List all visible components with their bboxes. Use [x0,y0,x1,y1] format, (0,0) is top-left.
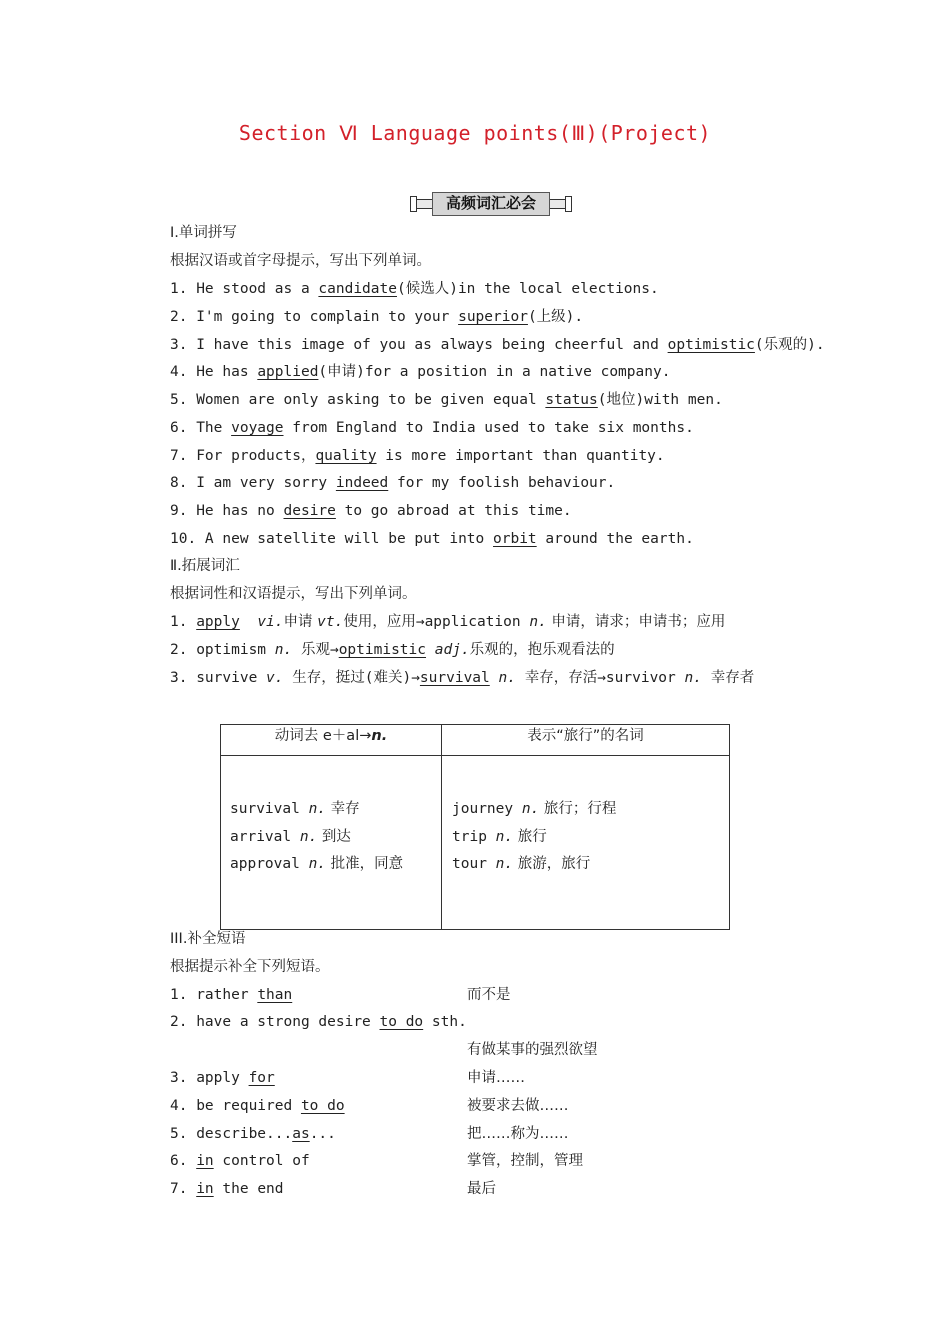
answer: applied [257,364,319,380]
part1-item: 9. He has no desire to go abroad at this time. [170,503,572,519]
vocab-table [220,724,730,930]
answer: to do [300,1098,345,1114]
table-row: approval n. 批准，同意 [230,856,404,872]
part1-item: 2. I'm going to complain to your superior(上级). [170,309,584,325]
answer: superior [458,309,528,325]
part3-item: 7. in the end [170,1181,284,1197]
answer: as [292,1126,310,1142]
part3-meaning: 被要求去做…… [467,1098,569,1114]
answer: voyage [231,420,284,436]
table-row: tour n. 旅游，旅行 [452,856,591,872]
part3-meaning: 最后 [467,1181,496,1197]
part1-item: 6. The voyage from England to India used to take six months. [170,420,694,436]
part1-item: 8. I am very sorry indeed for my foolish behaviour. [170,475,616,491]
answer: to do [379,1014,424,1030]
part1-item: 3. I have this image of you as always being cheerful and optimistic(乐观的). [170,337,825,353]
section-banner [410,192,572,214]
part2-heading: Ⅱ.拓展词汇 [170,558,240,574]
answer: for [248,1070,275,1086]
part3-item: 5. describe...as... [170,1126,336,1142]
part1-item: 1. He stood as a candidate(候选人)in the local elections. [170,281,659,297]
part2-instruction: 根据词性和汉语提示，写出下列单词。 [170,586,417,602]
answer: optimistic [667,337,755,353]
table-row: trip n. 旅行 [452,829,547,845]
table-row: journey n. 旅行；行程 [452,801,617,817]
page-title: Section Ⅵ Language points(Ⅲ)(Project) [238,121,712,145]
banner-cap-left [410,196,417,212]
part3-item: 2. have a strong desire to do sth. [170,1014,467,1030]
answer: than [257,987,293,1003]
part3-item: 3. apply for [170,1070,275,1086]
table-header-right: 表示“旅行”的名词 [442,725,730,756]
answer: quality [315,448,377,464]
part1-item: 10. A new satellite will be put into orbit around the earth. [170,531,694,547]
answer: candidate [318,281,397,297]
answer: orbit [493,531,537,547]
part1-item: 4. He has applied(申请)for a position in a native company. [170,364,671,380]
part3-meaning: 申请…… [467,1070,525,1086]
part2-item: 3. survive v. 生存，挺过(难关)→survival n. 幸存，存活→survivor n. 幸存者 [170,670,755,686]
part3-item: 1. rather than [170,987,293,1003]
part3-meaning: 把……称为…… [467,1126,569,1142]
banner-cap-right [565,196,572,212]
answer: in [196,1181,214,1197]
part1-item: 5. Women are only asking to be given equal status(地位)with men. [170,392,723,408]
table-row: arrival n. 到达 [230,829,351,845]
answer: desire [283,503,336,519]
answer: in [196,1153,214,1169]
table-header-left: 动词去 e＋al→n. [221,725,442,756]
part3-heading: III.补全短语 [170,931,246,947]
part3-meaning: 而不是 [467,987,511,1003]
part3-item: 4. be required to do [170,1098,345,1114]
part3-item: 6. in control of [170,1153,310,1169]
answer: optimistic [338,642,427,658]
part3-meaning: 掌管，控制，管理 [467,1153,583,1169]
answer: indeed [335,475,389,491]
table-row: survival n. 幸存 [230,801,360,817]
part2-item: 2. optimism n. 乐观→optimistic adj.乐观的，抱乐观看法的 [170,642,615,658]
answer: apply [196,614,240,630]
answer: survival [419,670,490,686]
part3-meaning: 有做某事的强烈欲望 [467,1042,598,1058]
part1-item: 7. For products，quality is more important than quantity. [170,448,665,464]
part3-instruction: 根据提示补全下列短语。 [170,959,330,975]
part2-item: 1. apply vi.申请 vt.使用，应用→application n. 申请，请求；申请书；应用 [170,614,726,630]
answer: status [545,392,598,408]
banner-text: 高频词汇必会 [432,192,550,216]
part1-instruction: 根据汉语或首字母提示，写出下列单词。 [170,253,431,269]
part1-heading: Ⅰ.单词拼写 [170,225,237,241]
